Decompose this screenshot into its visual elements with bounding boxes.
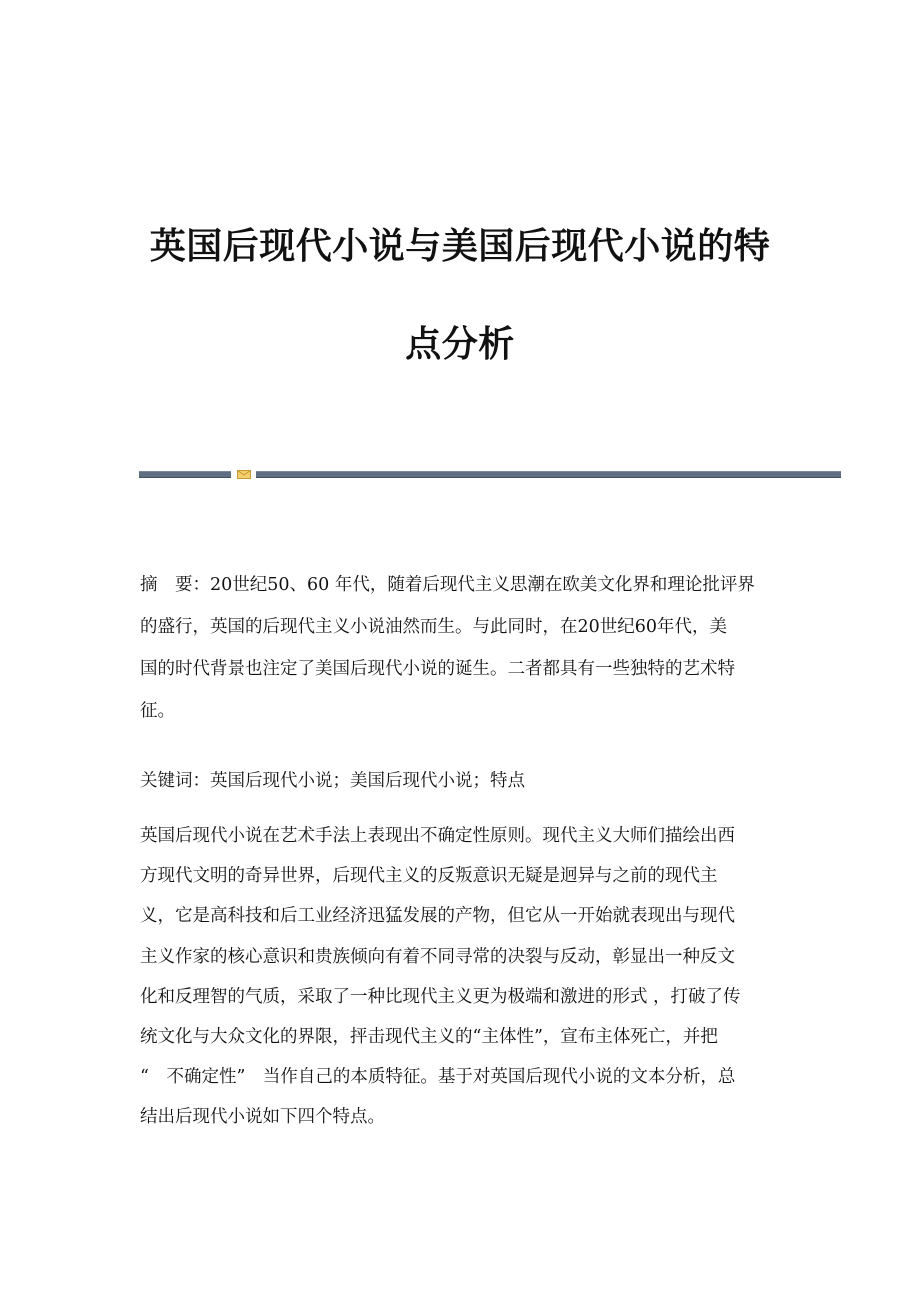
body-line: 主义作家的核心意识和贵族倾向有着不同寻常的决裂与反动，彰显出一种反文 <box>140 946 735 967</box>
body-line: 方现代文明的奇异世界，后现代主义的反叛意识无疑是迥异与之前的现代主 <box>140 866 718 887</box>
divider-bar-right <box>256 471 841 478</box>
body-line: 义，它是高科技和后工业经济迅猛发展的产物，但它从一开始就表现出与现代 <box>140 906 735 927</box>
body-line: “ 不确定性” 当作自己的本质特征。基于对英国后现代小说的文本分析，总 <box>140 1067 736 1088</box>
abstract-line: 征。 <box>140 701 175 721</box>
abstract-line: 摘 要：20世纪50、60 年代，随着后现代主义思潮在欧美文化界和理论批评界 <box>140 575 755 595</box>
divider-bar-left <box>139 471 231 478</box>
title-divider <box>139 470 841 479</box>
document-title-line-2: 点分析 <box>405 323 515 365</box>
abstract-line: 国的时代背景也注定了美国后现代小说的诞生。二者都具有一些独特的艺术特 <box>140 659 735 679</box>
document-title-line-1: 英国后现代小说与美国后现代小说的特 <box>149 225 771 267</box>
keywords-line <box>140 760 780 802</box>
abstract-paragraph <box>140 564 780 732</box>
body-line: 化和反理智的气质，采取了一种比现代主义更为极端和激进的形式 ，打破了传 <box>140 986 741 1007</box>
body-line: 结出后现代小说如下四个特点。 <box>140 1107 385 1128</box>
abstract-line: 的盛行，英国的后现代主义小说油然而生。与此同时，在20世纪60年代，美 <box>140 617 728 637</box>
envelope-ornament-icon <box>237 470 251 479</box>
body-paragraph <box>140 816 780 1138</box>
body-line: 统文化与大众文化的界限，抨击现代主义的“主体性”，宣布主体死亡，并把 <box>140 1026 718 1047</box>
body-line: 英国后现代小说在艺术手法上表现出不确定性原则。现代主义大师们描绘出西 <box>140 826 735 846</box>
keywords-text: 关键词：英国后现代小说；美国后现代小说；特点 <box>140 771 525 791</box>
